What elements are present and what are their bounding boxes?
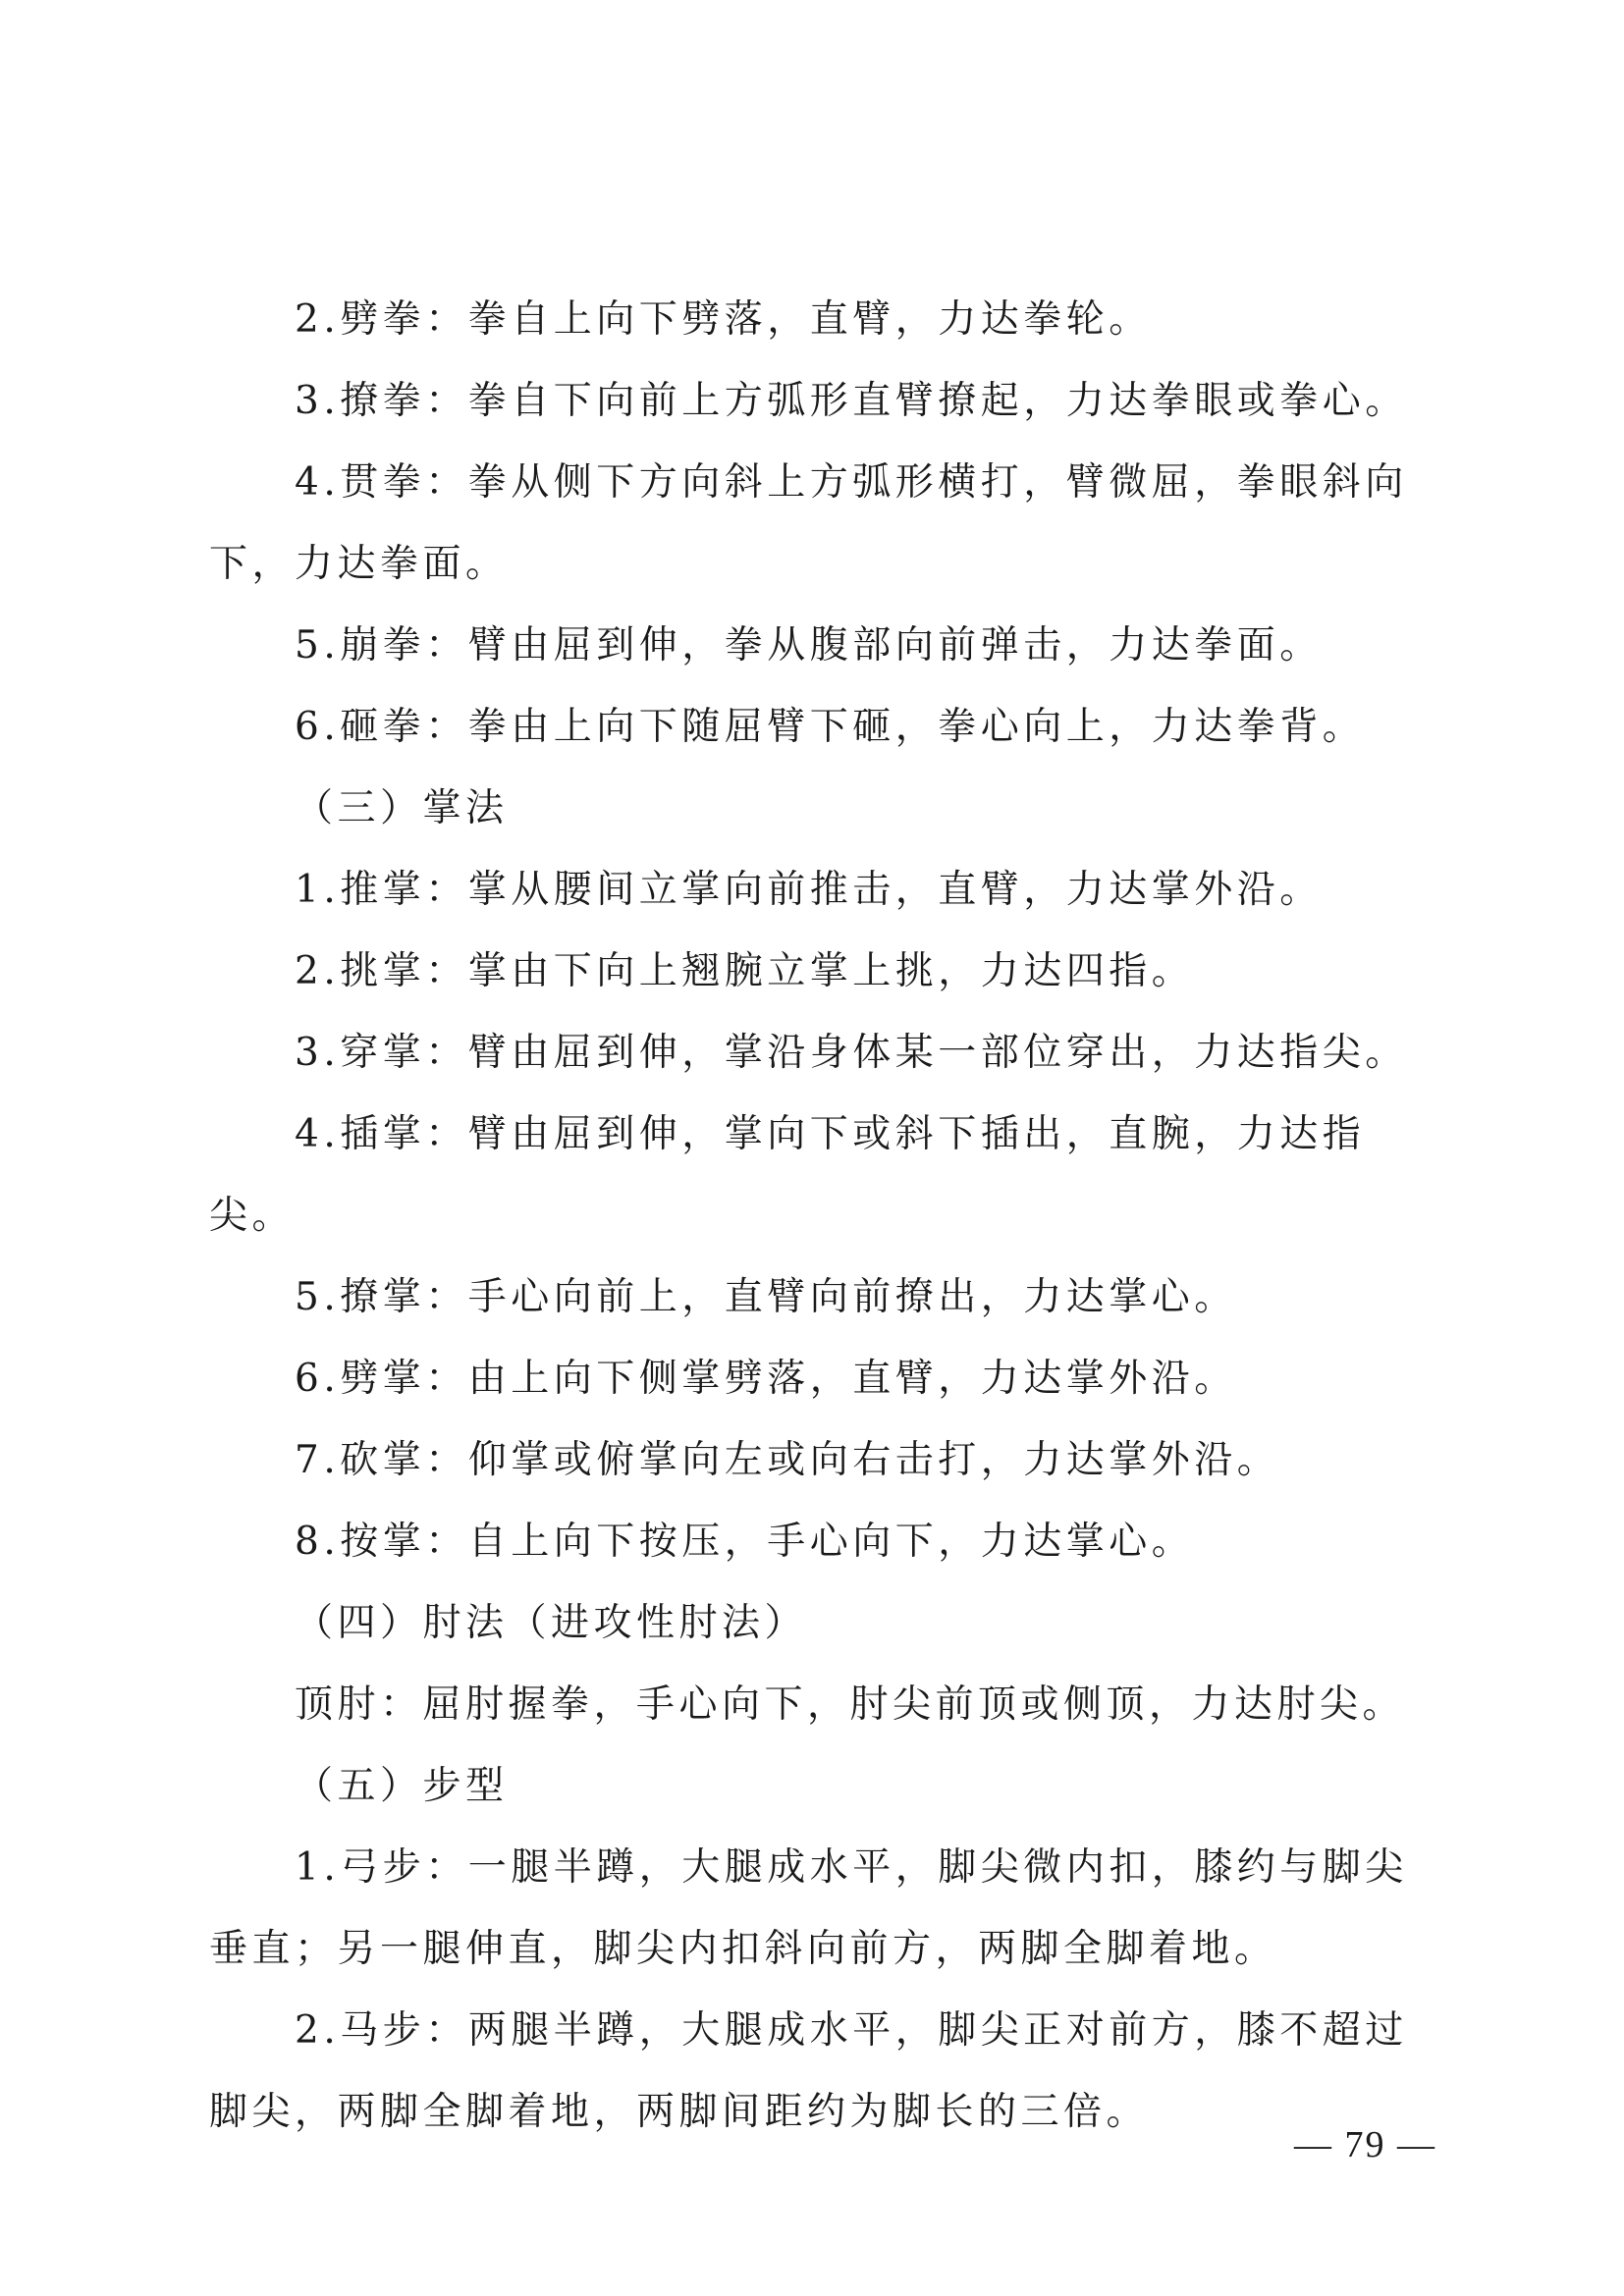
section-heading-bu-xing: （五）步型 <box>295 1764 509 1808</box>
paragraph-liao-quan: 3.撩拳：拳自下向前上方弧形直臂撩起，力达拳眼或拳心。 <box>295 379 1408 423</box>
paragraph-an-zhang: 8.按掌：自上向下按压，手心向下，力达掌心。 <box>295 1520 1195 1564</box>
paragraph-kan-zhang: 7.砍掌：仰掌或俯掌向左或向右击打，力达掌外沿。 <box>295 1438 1280 1482</box>
paragraph-pi-zhang: 6.劈掌：由上向下侧掌劈落，直臂，力达掌外沿。 <box>295 1357 1237 1401</box>
section-heading-zhang-fa: （三）掌法 <box>295 786 509 830</box>
paragraph-tiao-zhang: 2.挑掌：掌由下向上翘腕立掌上挑，力达四指。 <box>295 949 1195 993</box>
paragraph-liao-zhang: 5.撩掌：手心向前上，直臂向前撩出，力达掌心。 <box>295 1275 1237 1319</box>
page-number: — 79 — <box>1294 2124 1436 2165</box>
paragraph-pi-quan: 2.劈拳：拳自上向下劈落，直臂，力达拳轮。 <box>295 297 1152 342</box>
paragraph-gong-bu: 1.弓步：一腿半蹲，大腿成水平，脚尖微内扣，膝约与脚尖垂直；另一腿伸直，脚尖内扣斜向前方，两脚全脚着地。 <box>209 1845 1408 1971</box>
paragraph-beng-quan: 5.崩拳：臂由屈到伸，拳从腹部向前弹击，力达拳面。 <box>295 623 1323 667</box>
paragraph-ding-zhou: 顶肘：屈肘握拳，手心向下，肘尖前顶或侧顶，力达肘尖。 <box>295 1682 1406 1727</box>
section-heading-zhou-fa: （四）肘法（进攻性肘法） <box>295 1601 808 1645</box>
paragraph-guan-quan: 4.贯拳：拳从侧下方向斜上方弧形横打，臂微屈，拳眼斜向下，力达拳面。 <box>209 460 1408 586</box>
page-body <box>209 279 1436 2153</box>
paragraph-tui-zhang: 1.推掌：掌从腰间立掌向前推击，直臂，力达掌外沿。 <box>295 868 1323 912</box>
paragraph-za-quan: 6.砸拳：拳由上向下随屈臂下砸，拳心向上，力达拳背。 <box>295 705 1366 749</box>
paragraph-cha-zhang: 4.插掌：臂由屈到伸，掌向下或斜下插出，直腕，力达指尖。 <box>209 1112 1366 1238</box>
paragraph-chuan-zhang: 3.穿掌：臂由屈到伸，掌沿身体某一部位穿出，力达指尖。 <box>295 1031 1408 1075</box>
paragraph-ma-bu: 2.马步：两腿半蹲，大腿成水平，脚尖正对前方，膝不超过脚尖，两脚全脚着地，两脚间距约为脚长的三倍。 <box>209 2008 1408 2134</box>
